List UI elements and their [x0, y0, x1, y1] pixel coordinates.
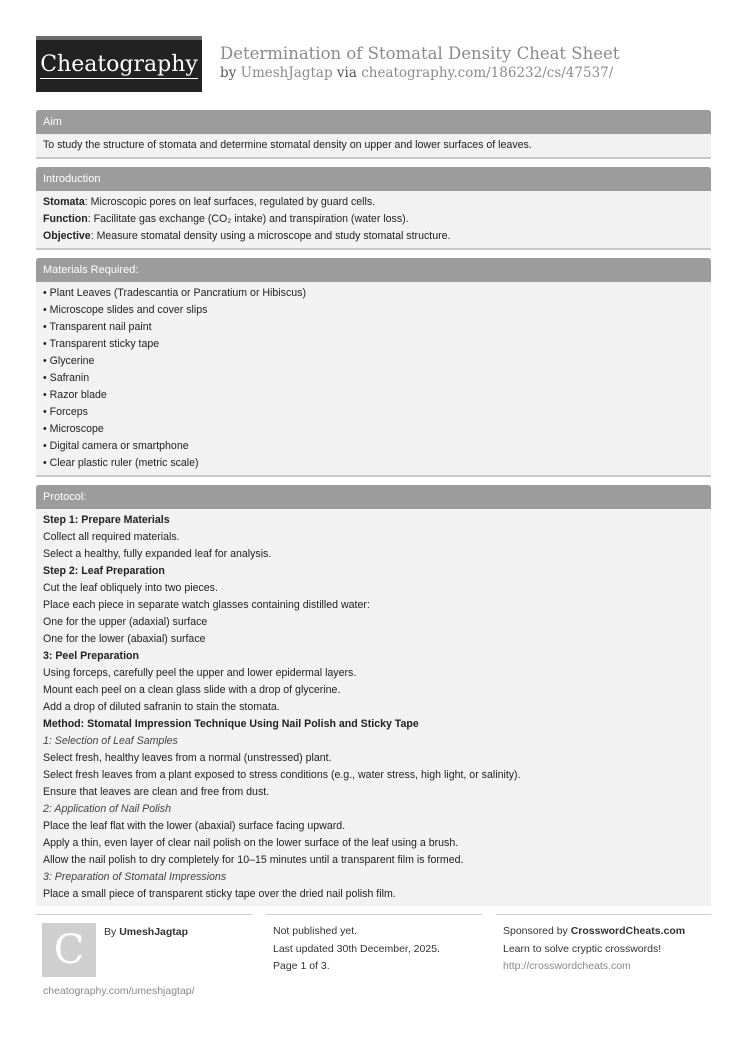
- protocol-step-heading: [43, 512, 704, 529]
- section-introduction: [36, 167, 711, 250]
- protocol-step-heading: [43, 563, 704, 580]
- section-materials: [36, 258, 711, 477]
- materials-item: • Safranin: [43, 372, 90, 384]
- protocol-line: Using forceps, carefully peel the upper and lower epidermal layers.: [43, 667, 357, 679]
- protocol-subheading: 3: Preparation of Stomatal Impressions: [43, 871, 227, 883]
- intro-item: [43, 211, 704, 228]
- protocol-line: Place a small piece of transparent sticky tape over the dried nail polish film.: [43, 888, 396, 900]
- footer-last-updated: Last updated 30th December, 2025.: [273, 943, 440, 955]
- byline-via: via: [336, 65, 357, 81]
- footer-author: [36, 914, 252, 980]
- intro-term: Function: [43, 213, 88, 225]
- page-title: Determination of Stomatal Density Cheat Sheet: [220, 44, 620, 63]
- byline-author-link[interactable]: UmeshJagtap: [240, 65, 333, 81]
- materials-item: • Plant Leaves (Tradescantia or Pancratium or Hibiscus): [43, 287, 306, 299]
- protocol-body: [36, 509, 711, 906]
- protocol-subheading: 1: Selection of Leaf Samples: [43, 735, 178, 747]
- protocol-line: Apply a thin, even layer of clear nail polish on the lower surface of the leaf using a brush.: [43, 837, 459, 849]
- section-protocol-title: Protocol:: [36, 485, 711, 509]
- byline-by: by: [220, 65, 237, 81]
- protocol-line: Place each piece in separate watch glasses containing distilled water:: [43, 599, 370, 611]
- protocol-step-heading-text: 3: Peel Preparation: [43, 650, 139, 662]
- intro-text: : Facilitate gas exchange (CO₂ intake) and transpiration (water loss).: [87, 213, 409, 225]
- protocol-line: One for the lower (abaxial) surface: [43, 633, 206, 645]
- materials-item: • Glycerine: [43, 355, 95, 367]
- section-aim: [36, 110, 711, 159]
- intro-item: [43, 194, 704, 211]
- aim-text: To study the structure of stomata and determine stomatal density on upper and lower surfaces of leaves.: [43, 139, 532, 151]
- intro-text: : Measure stomatal density using a microscope and study stomatal structure.: [90, 230, 451, 242]
- protocol-line: Mount each peel on a clean glass slide with a drop of glycerine.: [43, 684, 341, 696]
- section-introduction-title: Introduction: [36, 167, 711, 191]
- protocol-line: Collect all required materials.: [43, 531, 180, 543]
- footer-sponsor-url-link[interactable]: http://crosswordcheats.com: [503, 960, 631, 972]
- footer-by-label: By: [104, 926, 117, 938]
- footer-sponsor: [496, 914, 711, 972]
- intro-item: [43, 228, 704, 245]
- avatar-letter: C: [53, 927, 85, 973]
- protocol-line: One for the upper (adaxial) surface: [43, 616, 208, 628]
- byline-url-link[interactable]: cheatography.com/186232/cs/47537/: [361, 65, 614, 81]
- materials-item: • Digital camera or smartphone: [43, 440, 189, 452]
- protocol-line: Add a drop of diluted safranin to stain the stomata.: [43, 701, 280, 713]
- logo-text: Cheatography: [40, 52, 198, 78]
- avatar[interactable]: [42, 923, 96, 977]
- footer-sponsor-link[interactable]: CrosswordCheats.com: [570, 925, 686, 937]
- footer-author-link[interactable]: UmeshJagtap: [119, 926, 189, 938]
- protocol-line: Cut the leaf obliquely into two pieces.: [43, 582, 218, 594]
- footer-published-status: Not published yet.: [273, 925, 358, 937]
- protocol-step-heading-text: Method: Stomatal Impression Technique Using Nail Polish and Sticky Tape: [43, 718, 419, 730]
- materials-item: • Forceps: [43, 406, 88, 418]
- materials-item: • Clear plastic ruler (metric scale): [43, 457, 199, 469]
- protocol-subheading: 2: Application of Nail Polish: [43, 803, 171, 815]
- materials-item: • Microscope slides and cover slips: [43, 304, 208, 316]
- footer-by: [104, 926, 188, 938]
- intro-text: : Microscopic pores on leaf surfaces, regulated by guard cells.: [84, 196, 376, 208]
- protocol-line: Select fresh leaves from a plant exposed to stress conditions (e.g., water stress, high light, or salinity).: [43, 769, 521, 781]
- protocol-line: Select fresh, healthy leaves from a normal (unstressed) plant.: [43, 752, 332, 764]
- section-aim-title: Aim: [36, 110, 711, 134]
- materials-item: • Razor blade: [43, 389, 107, 401]
- footer-status: [266, 914, 482, 972]
- intro-term: Stomata: [43, 196, 85, 208]
- protocol-line: Allow the nail polish to dry completely for 10–15 minutes until a transparent film is formed.: [43, 854, 464, 866]
- section-protocol: [36, 485, 711, 906]
- materials-item: • Transparent sticky tape: [43, 338, 160, 350]
- footer-author-url-link[interactable]: cheatography.com/umeshjagtap/: [43, 985, 195, 997]
- protocol-step-heading-text: Step 2: Leaf Preparation: [43, 565, 165, 577]
- byline: [220, 65, 613, 81]
- protocol-step-heading: [43, 716, 704, 733]
- protocol-step-heading-text: Step 1: Prepare Materials: [43, 514, 170, 526]
- protocol-step-heading: [43, 648, 704, 665]
- section-materials-title: Materials Required:: [36, 258, 711, 282]
- footer-sponsored-by: [503, 925, 685, 937]
- materials-item: • Microscope: [43, 423, 104, 435]
- footer-sponsor-label: Sponsored by: [503, 925, 568, 937]
- cheatography-logo[interactable]: [36, 36, 202, 92]
- footer-page-number: Page 1 of 3.: [273, 960, 330, 972]
- materials-item: • Transparent nail paint: [43, 321, 152, 333]
- intro-term: Objective: [43, 230, 91, 242]
- protocol-line: Select a healthy, fully expanded leaf for analysis.: [43, 548, 272, 560]
- footer-sponsor-tagline: Learn to solve cryptic crosswords!: [503, 943, 662, 955]
- protocol-line: Place the leaf flat with the lower (abaxial) surface facing upward.: [43, 820, 346, 832]
- protocol-line: Ensure that leaves are clean and free from dust.: [43, 786, 270, 798]
